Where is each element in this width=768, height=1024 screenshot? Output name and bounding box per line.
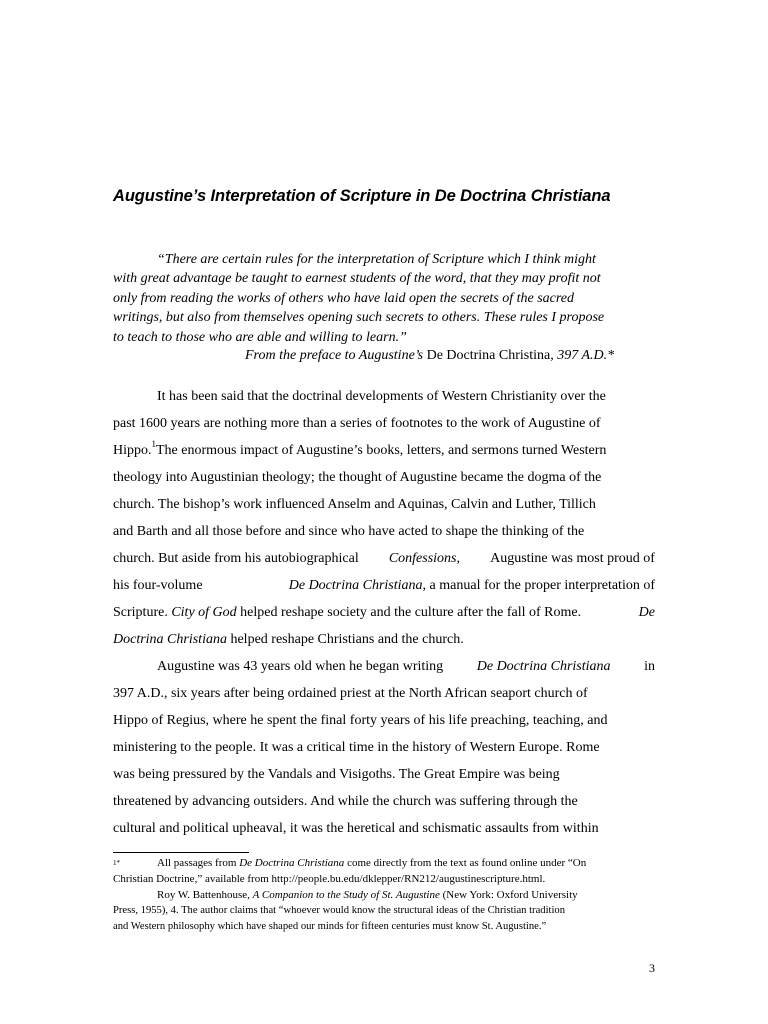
epigraph-line: writings, but also from themselves opening such secrets to others. These rules I propose	[113, 310, 605, 326]
body-line-text: church. The bishop’s work influenced Anselm and Aquinas, Calvin and Luther, Tillich	[113, 497, 596, 512]
text-run: in	[644, 659, 655, 674]
body-line-text: past 1600 years are nothing more than a series of footnotes to the work of Augustine of	[113, 416, 601, 431]
body-line	[113, 707, 655, 734]
epigraph-line: “There are certain rules for the interpretation of Scripture which I think might	[157, 252, 596, 267]
footnote-line: and Western philosophy which have shaped our minds for fifteen centuries must know St. Augustine.”	[113, 921, 547, 933]
epigraph-line: only from reading the works of others who have laid open the secrets of the sacred	[113, 290, 575, 306]
body-line-text	[113, 437, 606, 464]
text-run: church. But aside from his autobiographical	[113, 551, 359, 566]
body-line	[113, 437, 655, 464]
epigraph-line: to teach to those who are able and willing to learn.”	[113, 329, 407, 345]
body-line	[113, 653, 655, 680]
page-number: 3	[649, 961, 655, 975]
text-run: The enormous impact of Augustine’s books, letters, and sermons turned Western	[156, 443, 607, 458]
body-line	[113, 545, 655, 572]
text-run: Augustine was 43 years old when he began writing	[157, 659, 444, 674]
footnote-line: Press, 1955), 4. The author claims that “whoever would know the structural ideas of the Christian tradition	[113, 905, 565, 917]
body-line-text: theology into Augustinian theology; the thought of Augustine became the dogma of the	[113, 470, 602, 485]
text-run	[113, 599, 581, 626]
text-run: Augustine was most proud of	[490, 551, 655, 566]
italic-title: De Doctrina Christiana	[288, 578, 423, 593]
epigraph-attribution	[245, 346, 614, 365]
text-run: Hippo.	[113, 443, 152, 458]
footnote-line	[113, 888, 655, 904]
text-run: his four-volume	[113, 578, 203, 593]
footnotes	[113, 856, 655, 935]
text-run: (New York: Oxford University	[439, 888, 578, 901]
italic-title: De Doctrina Christiana	[239, 857, 345, 869]
italic-title: De Doctrina Christiana	[476, 659, 611, 674]
body-line	[113, 815, 655, 842]
italic-title: City of God	[171, 605, 237, 620]
body-text	[113, 383, 655, 842]
body-line-text: and Barth and all those before and since who have acted to shape the thinking of the	[113, 524, 585, 539]
body-line	[113, 788, 655, 815]
page-title: Augustine’s Interpretation of Scripture in De Doctrina Christiana	[113, 187, 611, 205]
body-line	[113, 464, 655, 491]
epigraph-line: with great advantage be taught to earnest students of the word, that they may profit not	[113, 271, 601, 287]
text-run: Scripture.	[113, 605, 168, 620]
footnote-separator	[113, 852, 249, 853]
body-line	[113, 761, 655, 788]
italic-title: Doctrina Christiana	[113, 632, 227, 647]
body-line	[113, 599, 655, 626]
attribution-prefix: From the preface to Augustine’s	[245, 348, 427, 363]
footnote-mark: 1*	[113, 859, 120, 867]
epigraph-quote	[113, 250, 655, 363]
body-line-text: was being pressured by the Vandals and Visigoths. The Great Empire was being	[113, 767, 560, 782]
text-run: helped reshape society and the culture after the fall of Rome.	[240, 605, 582, 620]
footnote-line	[113, 856, 655, 872]
text-run: Roy W. Battenhouse,	[157, 888, 253, 901]
text-run: helped reshape Christians and the church.	[226, 632, 464, 647]
attribution-work: De Doctrina Christina	[426, 348, 551, 363]
text-run	[289, 572, 655, 599]
body-line	[113, 626, 655, 653]
body-line	[113, 680, 655, 707]
body-line	[113, 734, 655, 761]
attribution-suffix: , 397 A.D.*	[550, 348, 615, 363]
footnote-ref[interactable]: 1	[151, 439, 156, 450]
body-line-text: 397 A.D., six years after being ordained priest at the North African seaport church of	[113, 686, 588, 701]
italic-title: A Companion to the Study of St. Augustine	[252, 888, 440, 901]
body-line	[113, 410, 655, 437]
body-line-text: Hippo of Regius, where he spent the final forty years of his life preaching, teaching, and	[113, 713, 608, 728]
body-line	[113, 572, 655, 599]
body-line-text: threatened by advancing outsiders. And while the church was suffering through the	[113, 794, 578, 809]
footnote-line: Christian Doctrine,” available from http://people.bu.edu/dklepper/RN212/augustinescripture.html.	[113, 872, 546, 885]
text-run: All passages from	[157, 857, 240, 869]
body-line	[113, 518, 655, 545]
body-line-text: cultural and political upheaval, it was the heretical and schismatic assaults from within	[113, 821, 599, 836]
text-run: come directly from the text as found online under “On	[344, 857, 587, 869]
body-line-text: It has been said that the doctrinal developments of Western Christianity over the	[157, 389, 606, 404]
body-line-text: ministering to the people. It was a critical time in the history of Western Europe. Rome	[113, 740, 600, 755]
text-run: , a manual for the proper interpretation of	[422, 578, 655, 593]
italic-title: De	[638, 605, 655, 620]
italic-title: Confessions,	[388, 551, 460, 566]
body-line	[113, 383, 655, 410]
body-line	[113, 491, 655, 518]
